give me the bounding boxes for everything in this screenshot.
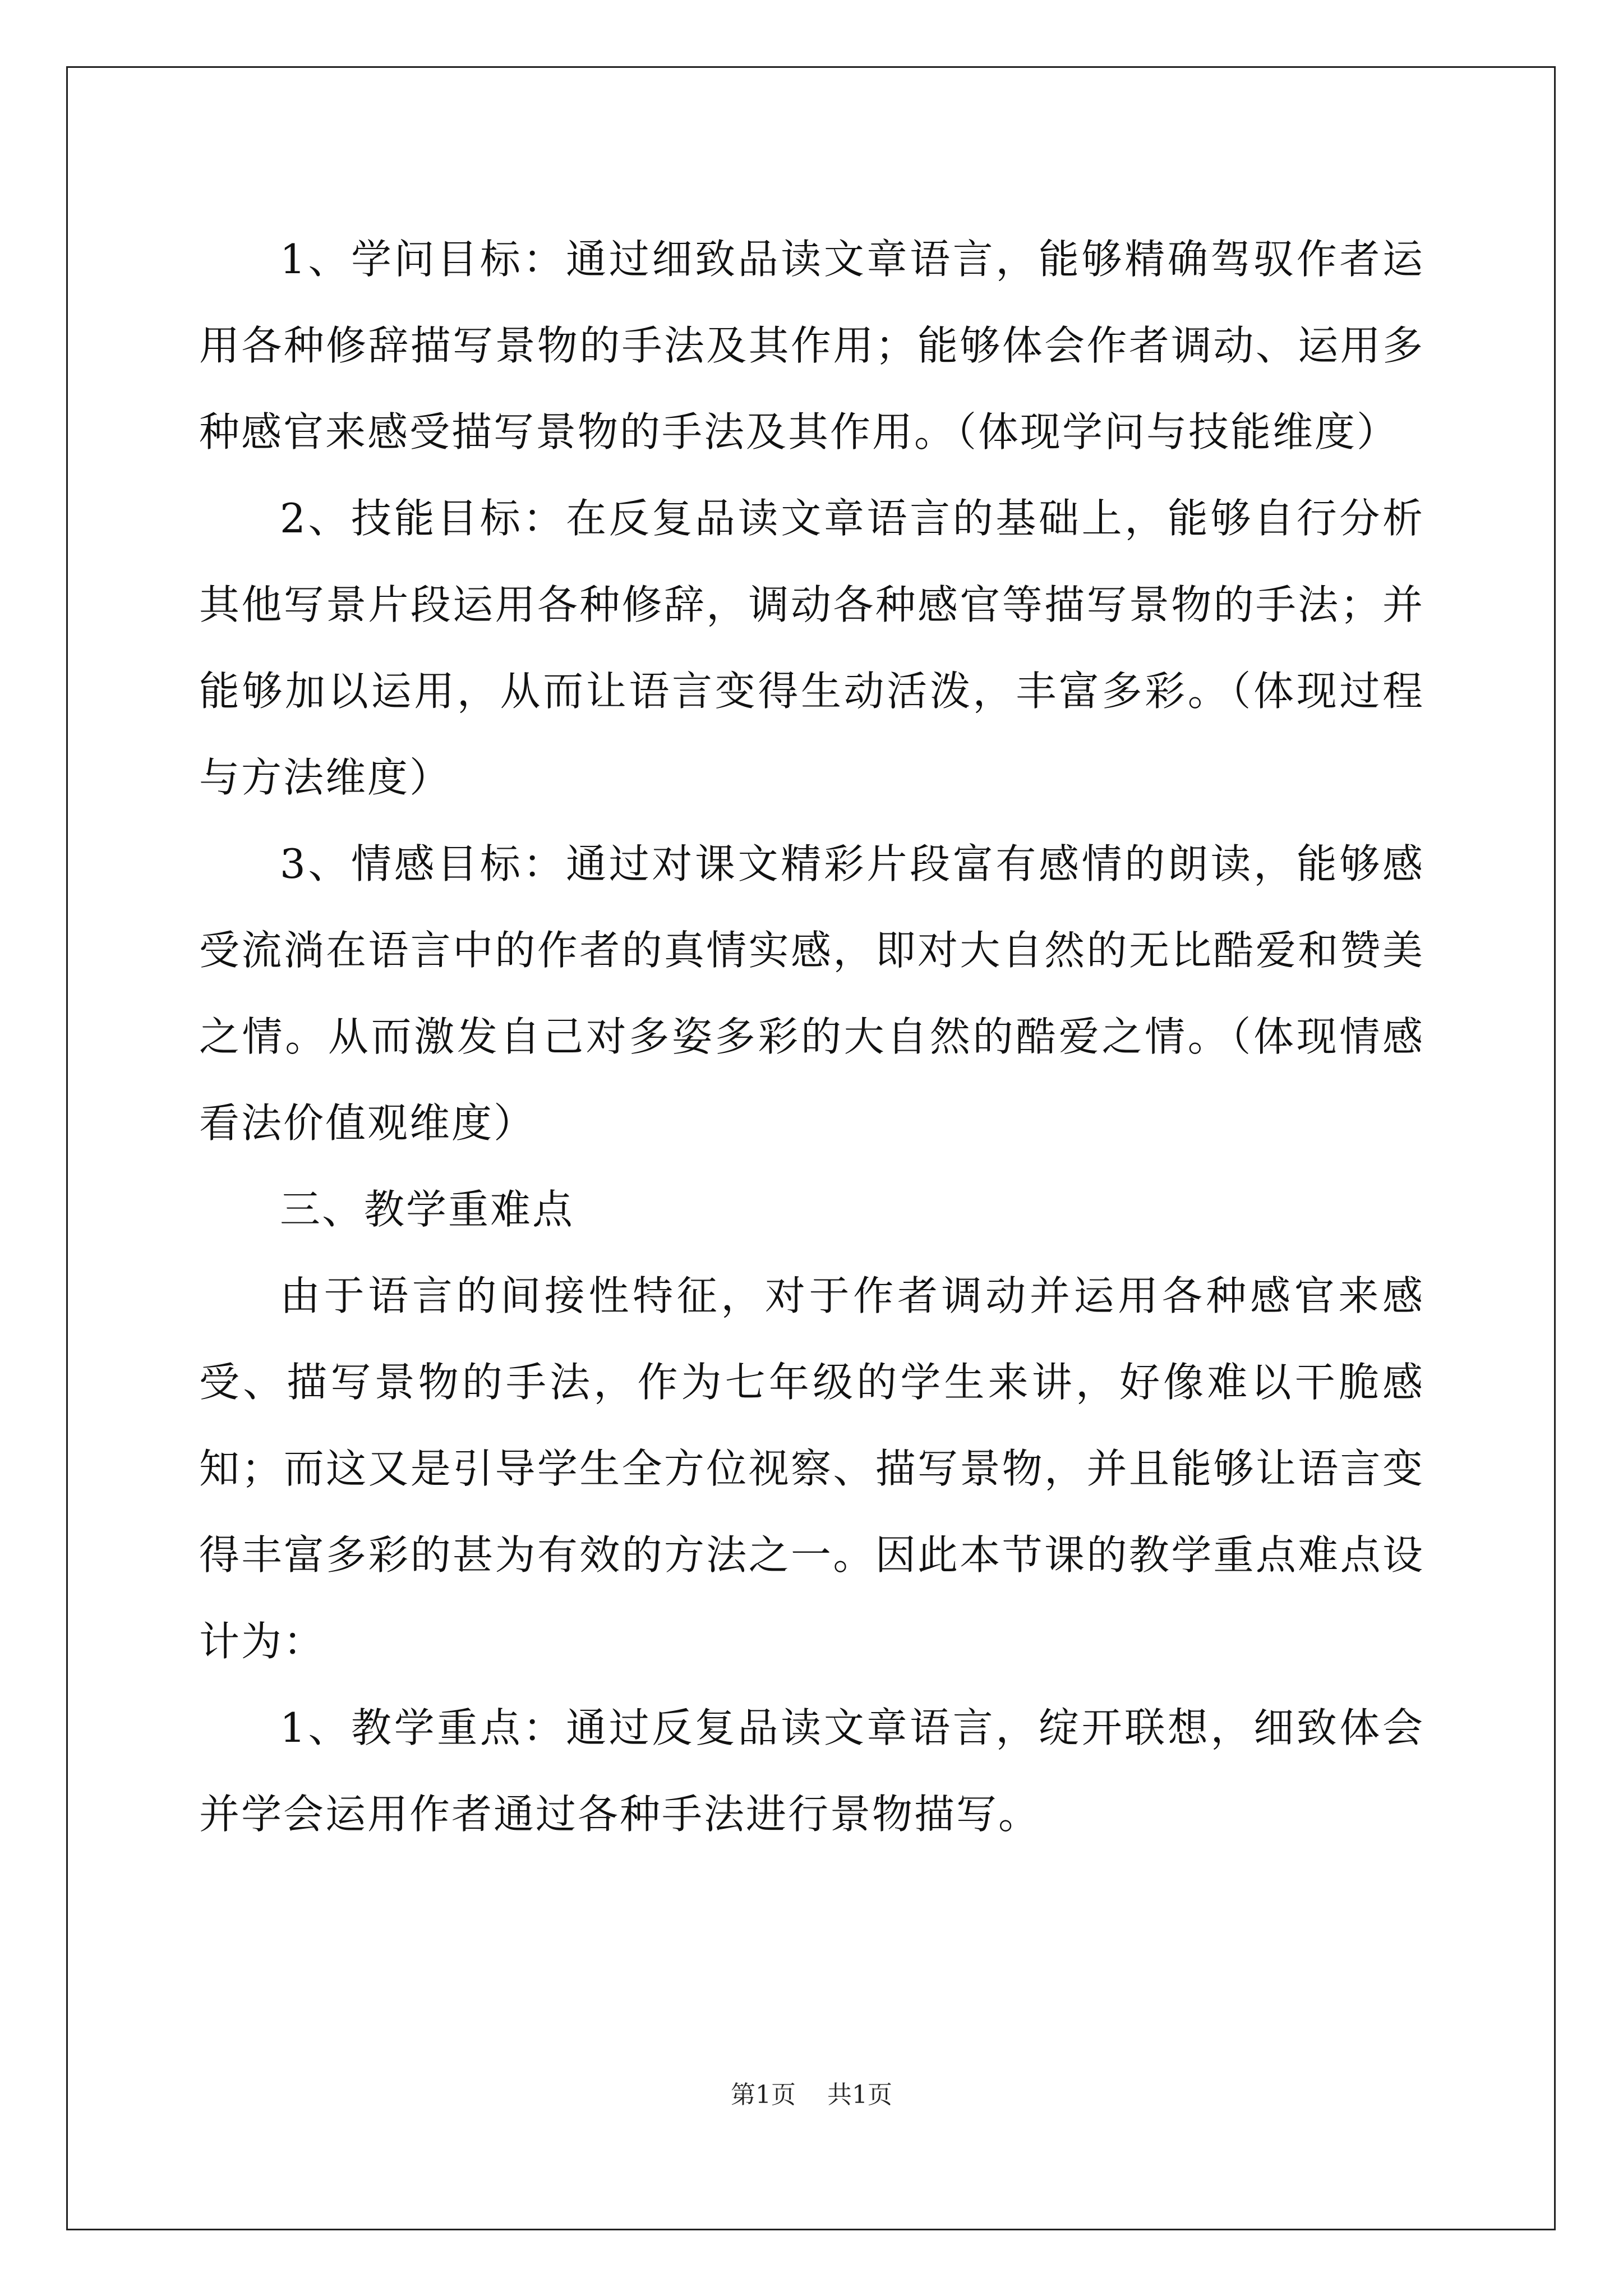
section-heading-key-difficulties: 三、教学重难点 bbox=[280, 1186, 575, 1233]
paragraph-knowledge-goal: 1、学问目标：通过细致品读文章语言，能够精确驾驭作者运用各种修辞描写景物的手法及其作用；能够体会作者调动、运用多种感官来感受描写景物的手法及其作用。（体现学问与技能维度） bbox=[199, 236, 1424, 455]
page-footer bbox=[0, 2079, 1623, 2111]
page-number: 第1页 bbox=[731, 2081, 796, 2109]
paragraph-difficulty-rationale: 由于语言的间接性特征，对于作者调动并运用各种感官来感受、描写景物的手法，作为七年级的学生来讲，好像难以干脆感知；而这又是引导学生全方位视察、描写景物，并且能够让语言变得丰富多彩的甚为有效的方法之一。因此本节课的教学重点难点设计为： bbox=[199, 1272, 1424, 1665]
paragraph-teaching-focus: 1、教学重点：通过反复品读文章语言，绽开联想，细致体会并学会运用作者通过各种手法进行景物描写。 bbox=[199, 1704, 1424, 1838]
page-total: 共1页 bbox=[827, 2081, 892, 2109]
paragraph-skill-goal: 2、技能目标：在反复品读文章语言的基础上，能够自行分析其他写景片段运用各种修辞，调动各种感官等描写景物的手法；并能够加以运用，从而让语言变得生动活泼，丰富多彩。（体现过程与方法维度） bbox=[199, 495, 1424, 801]
paragraph-emotion-goal: 3、情感目标：通过对课文精彩片段富有感情的朗读，能够感受流淌在语言中的作者的真情实感，即对大自然的无比酷爱和赞美之情。从而激发自己对多姿多彩的大自然的酷爱之情。（体现情感看法价值观维度） bbox=[199, 840, 1424, 1147]
document-body bbox=[199, 216, 1424, 1857]
